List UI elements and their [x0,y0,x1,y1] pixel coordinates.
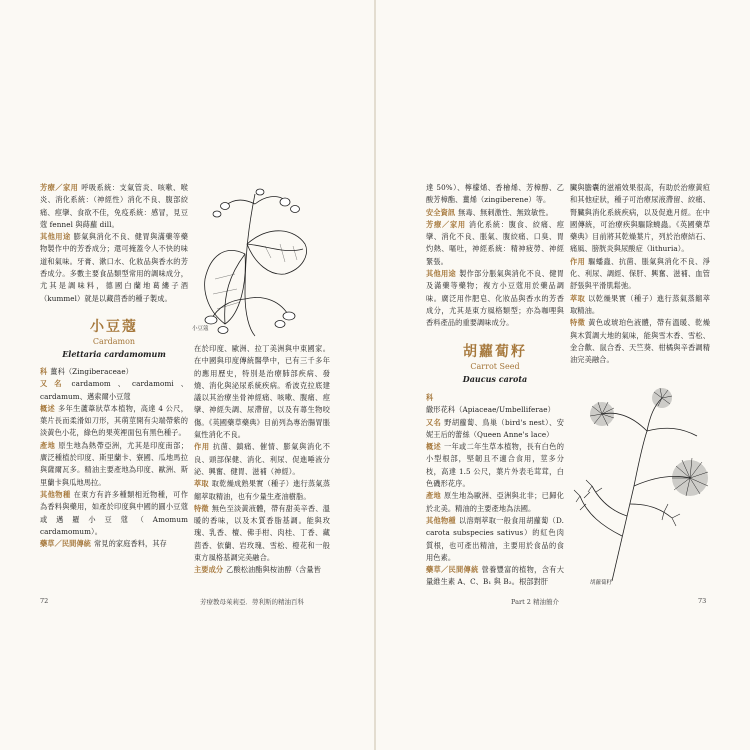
entry-label: 萃取 [570,293,586,303]
left-running-title: 芳療教母茱莉亞．勞利斯的精油百科 [200,598,304,606]
entry-label: 概述 [40,403,56,413]
entry-text: cardamom、cardamomi、cardamum、邁索爾小豆蔻 [40,379,189,401]
entry-text: 無色至淡黃液體，帶有甜美辛香、溫暖的香味，以及木質香脂基調。能與玫瑰、乳香、檀、佛手柑、肉桂、丁香、藏茴香、依蘭、岩玫瑰、雪松、橙花和一般東方風格基調完美融合。 [194,503,330,563]
entry-paragraph [194,343,330,441]
entry-paragraph [426,490,564,515]
left-column-1-top [40,182,188,305]
entry-text: 膨氣與消化不良、健胃與滿藥等藥物製作中的芳香成分；還可掩蓋令人不快的味道和氣味。牙膏、漱口水、化妝品與香水的芳香成分。多數主要食品類型常用的調味成分，尤其是調味料，德國白蘭地葛縷子酒（kummel）就是以藏茴香的種子製成。 [40,232,188,303]
entry-text: 臟與膽囊的滋補效果很高，有助於治療黃疸和其他症狀，種子可治療尿液滯留、絞痛、腎臟與消化系統疾病，以及促進月經。在中國傳統，可治療疾與驅除蟯蟲。《英國藥草藥典》目前將其乾燥葉片，列於治療結石、痛風、膀胱炎與尿酸症（lithuria）。 [570,183,710,254]
entry-paragraph [194,503,330,564]
entry-paragraph [194,564,330,576]
entry-text: 常見的家庭香料，其存 [94,539,167,549]
left-page [0,0,374,750]
heading-chinese: 小豆蔻 [90,319,138,335]
right-page-number: 73 [698,597,707,605]
entry-text: 黃色或琥珀色液體，帶有溫暖、乾燥與木質調大地的氣味，能與雪木香、雪松、金合歡、鼠合香、天竺葵、柑橘與辛香調精油完美融合。 [570,318,710,365]
entry-text: 薑科（Zingiberaceae） [50,367,133,376]
entry-paragraph [40,538,188,550]
entry-label: 萃取 [194,479,209,489]
right-page [376,0,750,750]
entry-label: 作用 [194,442,210,452]
entry-text: 抗菌、鎮痛、催情、膨氣與消化不良、頭部保健、消化、利尿、促進唾液分泌、興奮、健胃、滋補（神經）。 [194,442,330,476]
cardamom-drawing [185,184,315,342]
entry-label: 其他用途 [40,232,71,242]
entry-label: 芳療／家用 [426,219,466,229]
entry-text: 取乾燥成熟果實（種子）進行蒸氣蒸餾萃取精油，也有少量生產油樹脂。 [194,479,330,501]
right-column-1-bottom [426,392,564,589]
entry-label: 作用 [570,256,586,266]
cardamom-caption: 小豆蔻 [192,326,209,332]
entry-text: 無毒、無刺激性、無致敏性。 [458,207,553,217]
entry-paragraph [426,417,564,442]
entry-paragraph [570,293,710,318]
entry-paragraph [570,317,710,366]
entry-text: 在東方有許多種類相近物種，可作為香料與藥用，如產於印度與中國的圓小豆蔻或邁羅小豆蔻（Amomum cardamomum）。 [40,489,188,536]
left-page-number: 72 [40,597,49,605]
entry-paragraph [426,564,564,589]
entry-text: 營養豐富的植物，含有大量維生素 A、C、B₁ 與 B₂。根部對肝 [426,565,565,587]
entry-paragraph [40,403,188,440]
entry-text: 一年或二年生草本植物，長有白色的小型根部，堅韌且不適合食用，莖多分枝，高達 1.5 公尺，葉片外表毛茸茸，白色磯形花序。 [426,442,564,489]
entry-label: 科 [426,393,434,402]
entry-label: 特徵 [570,318,586,328]
entry-text: 繖形花科（Apiaceae/Umbelliferae） [426,405,555,415]
entry-text: 消化系統：腹食、絞痛、痙攣、消化不良、脹氣、腹絞痛、口臭、胃灼熱、嘔吐，神經系統：精神疲勞、神經緊張。 [426,219,564,266]
entry-paragraph [40,440,188,489]
entry-text: 以溶劑萃取一般食用胡蘿蔔（D. carota subspecies sativus）的紅色肉質根，也可產出精油，主要用於食品的食用色素。 [426,515,564,562]
entry-label: 藥草／民間傳統 [40,539,92,549]
entry-paragraph [40,182,188,231]
entry-paragraph [570,256,710,293]
carrot-seed-illustration [572,386,722,581]
entry-label: 安全資訊 [426,207,456,217]
entry-text: 呼吸系統：支氣管炎、咳嗽、喉炎、消化系統：（神經性）消化不良、腹部絞痛、痙攣、食欲不佳，免疫系統：感冒，見豆蔻 fennel 與蒔蘿 dill。 [40,183,188,229]
entry-label: 芳療／家用 [40,183,79,192]
entry-text: 多年生蘆葦狀草本植物，高達 4 公尺，葉片長而柔滑如刀形，其萌莖開有尖端帶紫的淡黃色小花，綠色的果莢裡面包有黑色種子。 [40,403,189,438]
entry-label: 其他物種 [426,515,456,525]
entry-label: 主要成分 [194,565,224,575]
entry-text: 製作部分脹氣與消化不良、健胃及滿藥等藥物；複方小豆蔻用於藥品調味。廣泛用作肥皂、化妝品與香水的芳香成分，尤其是東方風格類型；亦為咖哩與香料產品的重要調味成分。 [426,269,565,328]
left-column-1-bottom [40,366,188,550]
heading-english: Carrot Seed [470,362,520,371]
entry-paragraph [40,489,188,538]
entry-label: 藥草／民間傳統 [426,565,479,575]
entry-paragraph [40,231,188,305]
right-column-1-top [426,182,564,330]
carrot-seed-heading [426,343,564,385]
entry-paragraph [194,478,330,503]
entry-paragraph [426,207,564,219]
entry-text: 以乾燥果實（種子）進行蒸氣蒸餾萃取精油。 [570,293,710,315]
heading-latin: Elettaria cardamomum [62,349,166,359]
entry-paragraph [40,366,188,378]
entry-label: 又名 [426,417,442,427]
entry-paragraph [426,182,564,207]
entry-text: 達 50%）、檸檬烯、香檜烯、芳樟醇、乙酸芳樟酯、薑烯（zingiberene）等。 [426,183,564,205]
carrot-seed-drawing [572,386,722,581]
entry-label: 其他用途 [426,269,457,279]
entry-paragraph [194,441,330,478]
entry-paragraph [426,219,564,268]
entry-label: 特徵 [194,503,209,513]
entry-paragraph [40,378,188,403]
entry-paragraph [426,515,564,564]
entry-label: 又名 [40,379,69,389]
entry-label: 產地 [40,440,56,450]
entry-label: 科 [40,367,48,376]
entry-text: 在於印度、歐洲、拉丁美洲與中東國家。在中國與印度傳統醫學中，已有三千多年的應用歷史，特別是治療肺部疾病、發燒、消化與泌尿系統疾病。希波克拉底建議以其治療坐骨神經痛、咳嗽、腹痛、痙攣、神經失調、尿滯留，以及有蕁生物咬傷。《英國藥草藥典》目前列為專治腸胃脹氣性消化不良。 [194,344,330,440]
entry-label: 產地 [426,491,442,501]
entry-text: 驅蟠蟲、抗菌、脹氣與消化不良、淨化、利尿、調經、保肝、興奮、滋補、血管舒張與平滑肌鬆弛。 [570,256,710,291]
heading-chinese: 胡蘿蔔籽 [463,344,527,360]
entry-text: 原生地為歐洲、亞洲與北非；已歸化於北美。精油的主要產地為法國。 [426,491,564,513]
entry-text: 乙酸松油酯與桉油醇（含量皆 [226,565,321,575]
cardamom-heading [40,318,188,360]
right-running-title: Part 2 精油簡介 [511,598,559,606]
entry-label: 其他物種 [40,489,71,499]
entry-label: 概述 [426,442,442,452]
entry-paragraph [570,182,710,256]
entry-text: 野胡蘿蔔、鳥巢（bird's nest）、安妮王后的蕾絲（Queen Anne's lace） [426,417,565,439]
left-column-2 [194,343,330,577]
entry-paragraph [426,392,564,417]
entry-paragraph [426,268,564,329]
heading-latin: Daucus carota [462,374,528,384]
right-column-2 [570,182,710,366]
heading-english: Cardamon [92,337,136,346]
cardamom-illustration [185,184,315,342]
carrot-seed-caption: 胡蘿蔔籽 [590,580,613,586]
entry-paragraph [426,441,564,490]
entry-text: 原生地為熱帶亞洲，尤其是印度南部；廣泛種植於印度、斯里蘭卡、寮國、瓜地馬拉與薩爾瓦多。精油主要產地為印度、歐洲、斯里蘭卡與瓜地馬拉。 [40,440,189,487]
